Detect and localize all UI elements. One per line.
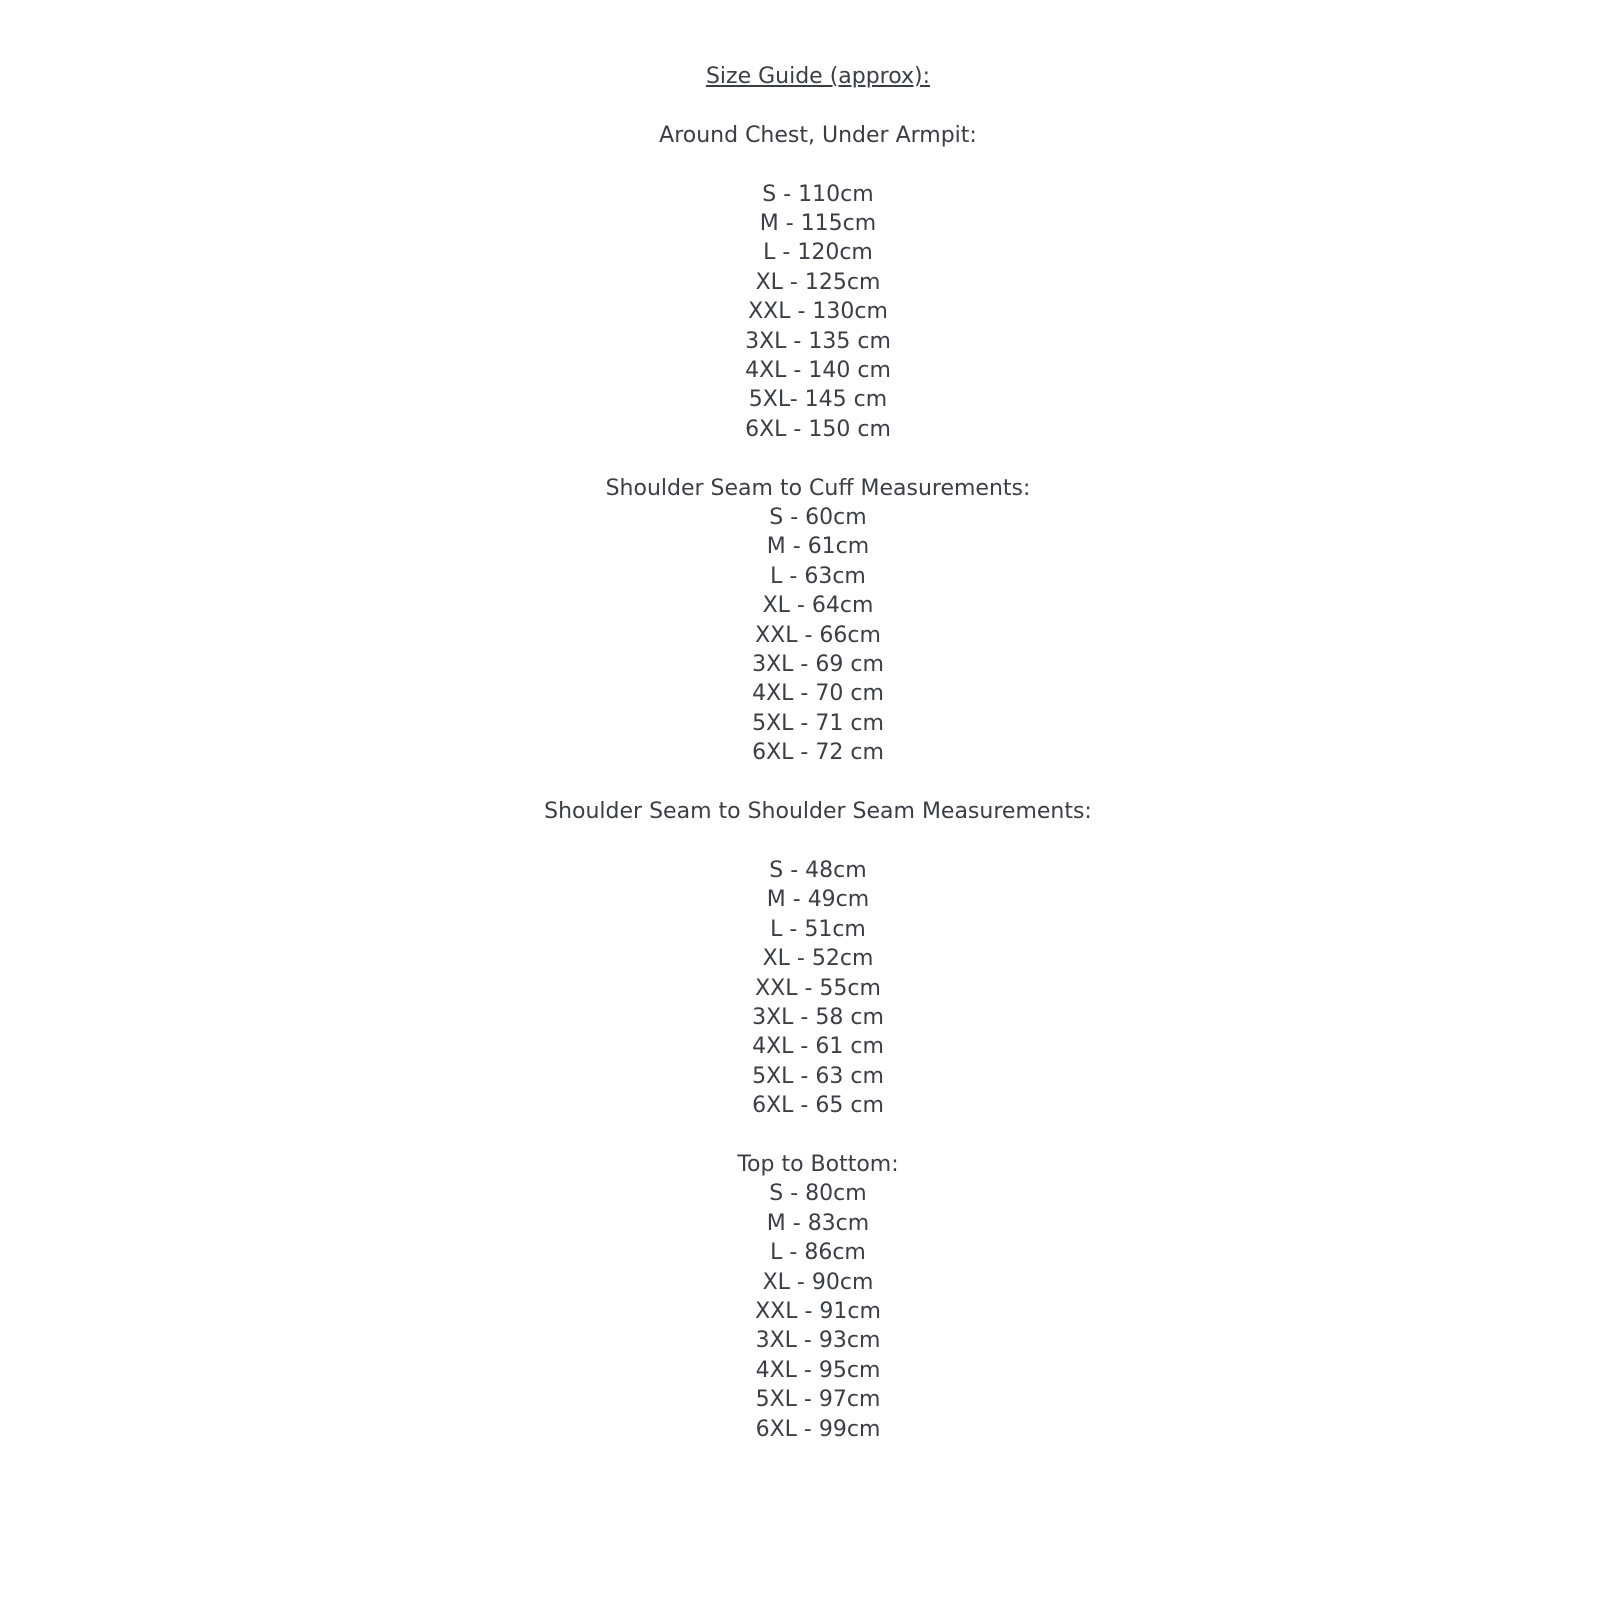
size-row: 3XL - 58 cm — [752, 1004, 884, 1030]
size-row: M - 61cm — [766, 534, 870, 560]
size-row: 6XL - 150 cm — [745, 416, 891, 442]
size-row: XL - 52cm — [762, 946, 874, 972]
size-row: XL - 125cm — [755, 269, 881, 295]
size-row: 6XL - 99cm — [755, 1416, 881, 1442]
size-row: 5XL - 97cm — [755, 1387, 881, 1413]
size-row: XXL - 91cm — [755, 1298, 881, 1324]
size-guide-title — [36, 62, 1600, 91]
size-row: 3XL - 69 cm — [752, 652, 884, 678]
size-row: S - 110cm — [762, 181, 874, 207]
size-row: S - 48cm — [769, 857, 867, 883]
size-row: XXL - 130cm — [748, 299, 888, 325]
section-shoulder-heading: Shoulder Seam to Shoulder Seam Measurements: — [544, 799, 1092, 825]
size-guide-title-text: Size Guide (approx): — [705, 64, 931, 89]
size-row: L - 63cm — [770, 563, 866, 589]
size-row: XXL - 66cm — [755, 622, 881, 648]
section-length — [36, 1150, 1600, 1444]
section-cuff — [36, 474, 1600, 768]
size-row: 3XL - 93cm — [755, 1328, 881, 1354]
section-shoulder-list — [36, 856, 1600, 1121]
section-chest-heading: Around Chest, Under Armpit: — [659, 122, 977, 148]
size-row: M - 49cm — [766, 887, 870, 913]
size-row: XXL - 55cm — [755, 975, 881, 1001]
size-row: L - 51cm — [770, 916, 866, 942]
size-row: 6XL - 72 cm — [752, 740, 884, 766]
size-row: 4XL - 70 cm — [752, 681, 884, 707]
size-row: 5XL- 145 cm — [748, 387, 888, 413]
section-chest-list — [36, 180, 1600, 445]
size-row: 4XL - 61 cm — [752, 1034, 884, 1060]
section-length-heading: Top to Bottom: — [737, 1151, 899, 1177]
size-row: XL - 90cm — [762, 1269, 874, 1295]
size-row: XL - 64cm — [762, 593, 874, 619]
size-row: L - 120cm — [763, 240, 873, 266]
size-row: L - 86cm — [770, 1240, 866, 1266]
size-row: 6XL - 65 cm — [752, 1093, 884, 1119]
section-cuff-heading: Shoulder Seam to Cuff Measurements: — [605, 475, 1031, 501]
size-row: S - 60cm — [769, 505, 867, 531]
size-row: M - 83cm — [766, 1210, 870, 1236]
size-row: 5XL - 71 cm — [752, 710, 884, 736]
size-row: S - 80cm — [769, 1181, 867, 1207]
size-row: 3XL - 135 cm — [745, 328, 891, 354]
size-row: 4XL - 95cm — [755, 1357, 881, 1383]
size-row: 4XL - 140 cm — [745, 358, 891, 384]
size-row: M - 115cm — [759, 211, 877, 236]
size-row: 5XL - 63 cm — [752, 1063, 884, 1089]
